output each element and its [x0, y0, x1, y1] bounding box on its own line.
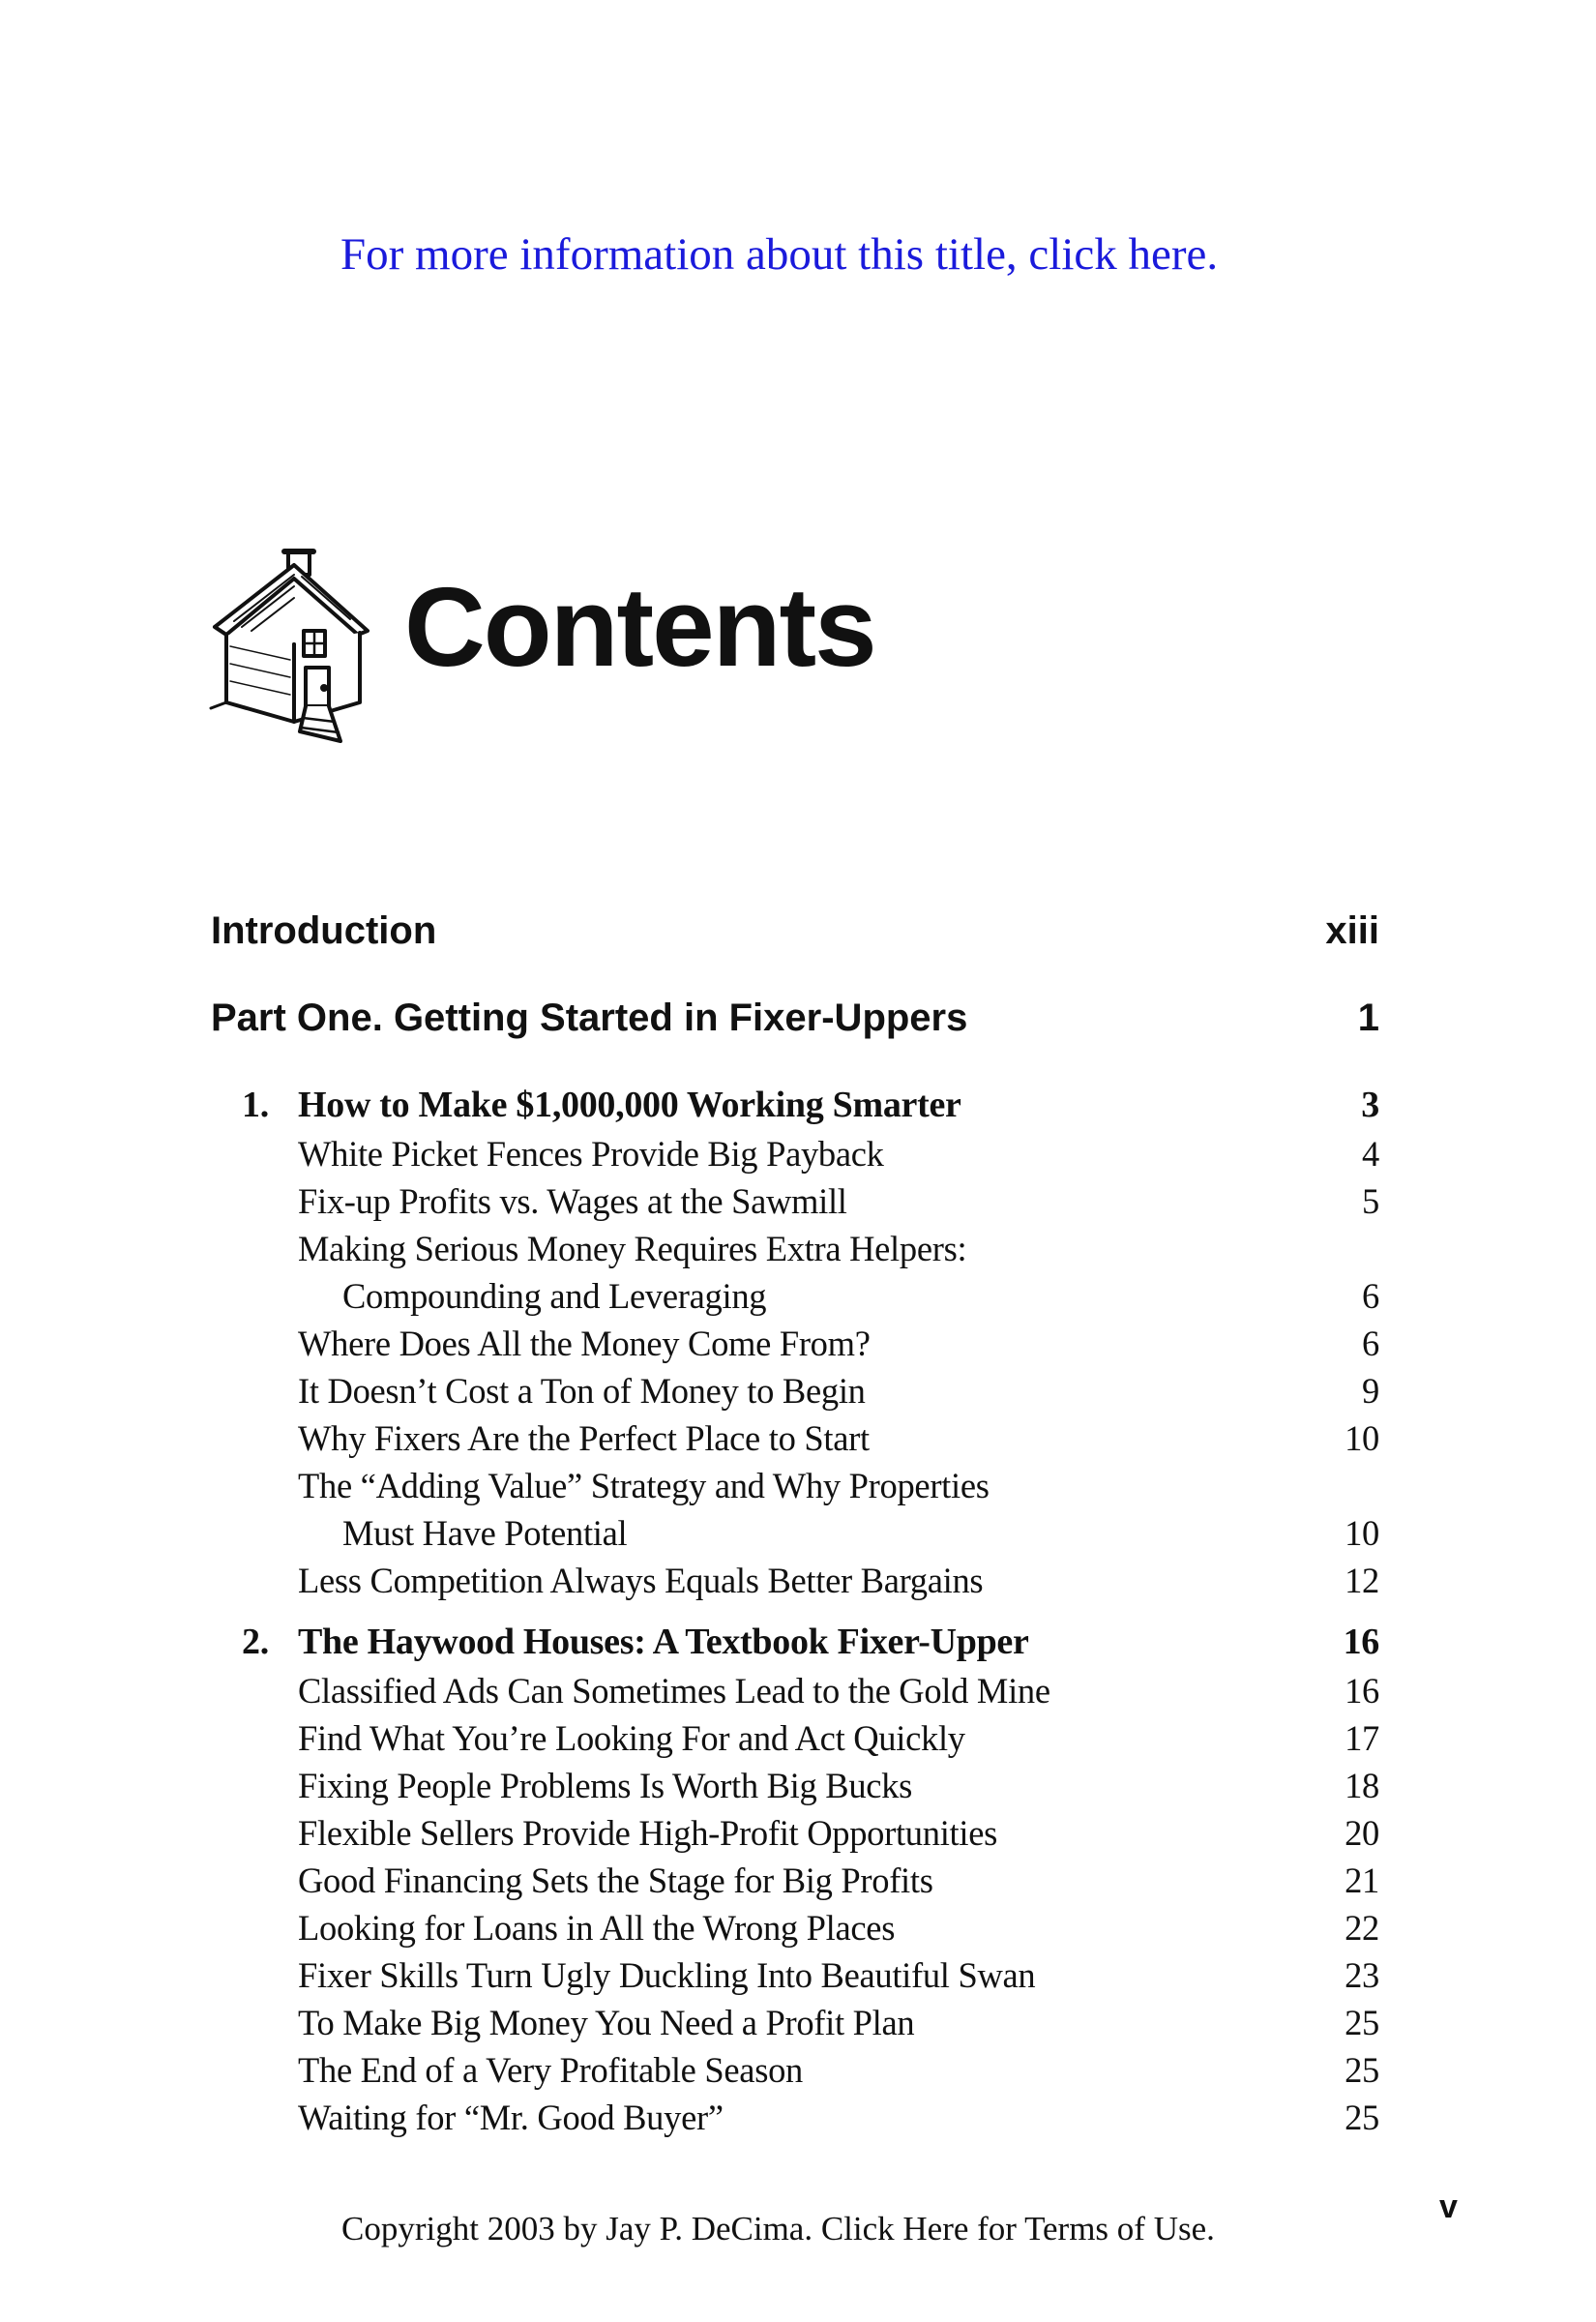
- section-title: Waiting for “Mr. Good Buyer”: [298, 2098, 724, 2137]
- toc-section[interactable]: [211, 2002, 1379, 2049]
- chapter-page: 3: [1361, 1085, 1379, 1125]
- page-number: v: [1439, 2188, 1458, 2225]
- toc-section[interactable]: [211, 1670, 1379, 1717]
- section-title: Looking for Loans in All the Wrong Places: [298, 1908, 896, 1948]
- section-title: Fix-up Profits vs. Wages at the Sawmill: [298, 1181, 847, 1221]
- section-title: Find What You’re Looking For and Act Quickly: [298, 1718, 965, 1758]
- section-page: 17: [1345, 1718, 1379, 1758]
- toc-entry-page: 1: [1357, 997, 1379, 1039]
- toc-part-one[interactable]: [211, 997, 1379, 1084]
- toc-section[interactable]: [211, 1717, 1379, 1765]
- toc-section[interactable]: [211, 2097, 1379, 2144]
- chapter-number: 2.: [242, 1622, 269, 1662]
- page-title: Contents: [404, 564, 875, 690]
- section-page: 9: [1362, 1371, 1379, 1411]
- section-title: To Make Big Money You Need a Profit Plan: [298, 2003, 915, 2042]
- toc-section[interactable]: [211, 1954, 1379, 2002]
- toc-section[interactable]: [211, 1812, 1379, 1860]
- toc-section[interactable]: [211, 1907, 1379, 1954]
- section-title: Making Serious Money Requires Extra Helpers:: [298, 1229, 967, 1268]
- contents-heading: [205, 538, 1076, 751]
- toc-section-continued[interactable]: [211, 1512, 1379, 1560]
- section-page: 10: [1345, 1513, 1379, 1553]
- section-page: 10: [1345, 1418, 1379, 1458]
- toc-section[interactable]: [211, 1370, 1379, 1417]
- section-page: 20: [1345, 1813, 1379, 1853]
- section-title: Less Competition Always Equals Better Bargains: [298, 1561, 984, 1600]
- section-title: White Picket Fences Provide Big Payback: [298, 1134, 884, 1174]
- section-title: The “Adding Value” Strategy and Why Properties: [298, 1466, 990, 1505]
- toc-section[interactable]: [211, 1228, 1379, 1275]
- toc-section[interactable]: [211, 1180, 1379, 1228]
- section-page: 6: [1362, 1324, 1379, 1363]
- section-page: 12: [1345, 1561, 1379, 1600]
- section-title: Fixer Skills Turn Ugly Duckling Into Beautiful Swan: [298, 1955, 1036, 1995]
- table-of-contents: [211, 909, 1379, 2144]
- section-page: 22: [1345, 1908, 1379, 1948]
- toc-section[interactable]: [211, 1765, 1379, 1812]
- more-info-link[interactable]: For more information about this title, click here.: [340, 229, 1219, 280]
- section-page: 25: [1345, 2003, 1379, 2042]
- toc-section-continued[interactable]: [211, 1275, 1379, 1323]
- section-page: 16: [1345, 1671, 1379, 1711]
- section-page: 18: [1345, 1766, 1379, 1805]
- toc-section[interactable]: [211, 1133, 1379, 1180]
- toc-section[interactable]: [211, 1465, 1379, 1512]
- toc-chapter-2[interactable]: [211, 1621, 1379, 1670]
- copyright-terms-link[interactable]: Copyright 2003 by Jay P. DeCima. Click Here for Terms of Use.: [341, 2210, 1215, 2248]
- section-title: Why Fixers Are the Perfect Place to Start: [298, 1418, 870, 1458]
- section-page: 4: [1362, 1134, 1379, 1174]
- section-title: Where Does All the Money Come From?: [298, 1324, 871, 1363]
- toc-entry-title: Introduction: [211, 909, 437, 952]
- section-title: Must Have Potential: [342, 1513, 628, 1553]
- toc-section[interactable]: [211, 1560, 1379, 1607]
- spacer: [211, 1607, 1379, 1621]
- toc-section[interactable]: [211, 1860, 1379, 1907]
- toc-chapter-1[interactable]: [211, 1084, 1379, 1133]
- chapter-number: 1.: [242, 1085, 269, 1125]
- chapter-page: 16: [1343, 1622, 1379, 1662]
- house-icon: [205, 538, 399, 751]
- section-title: It Doesn’t Cost a Ton of Money to Begin: [298, 1371, 866, 1411]
- section-page: 21: [1345, 1861, 1379, 1900]
- toc-entry-title: Part One. Getting Started in Fixer-Uppers: [211, 997, 968, 1039]
- section-page: 6: [1362, 1276, 1379, 1316]
- section-title: Classified Ads Can Sometimes Lead to the Gold Mine: [298, 1671, 1050, 1711]
- toc-section[interactable]: [211, 2049, 1379, 2097]
- section-page: 25: [1345, 2050, 1379, 2090]
- toc-section[interactable]: [211, 1417, 1379, 1465]
- section-title: The End of a Very Profitable Season: [298, 2050, 803, 2090]
- section-page: 25: [1345, 2098, 1379, 2137]
- section-title: Compounding and Leveraging: [342, 1276, 767, 1316]
- chapter-title: The Haywood Houses: A Textbook Fixer-Upper: [298, 1622, 1029, 1662]
- toc-entry-page: xiii: [1325, 909, 1379, 952]
- section-page: 23: [1345, 1955, 1379, 1995]
- section-title: Flexible Sellers Provide High-Profit Opportunities: [298, 1813, 998, 1853]
- section-page: 5: [1362, 1181, 1379, 1221]
- toc-section[interactable]: [211, 1323, 1379, 1370]
- section-title: Good Financing Sets the Stage for Big Profits: [298, 1861, 933, 1900]
- section-title: Fixing People Problems Is Worth Big Bucks: [298, 1766, 913, 1805]
- chapter-title: How to Make $1,000,000 Working Smarter: [298, 1085, 961, 1125]
- toc-introduction[interactable]: [211, 909, 1379, 997]
